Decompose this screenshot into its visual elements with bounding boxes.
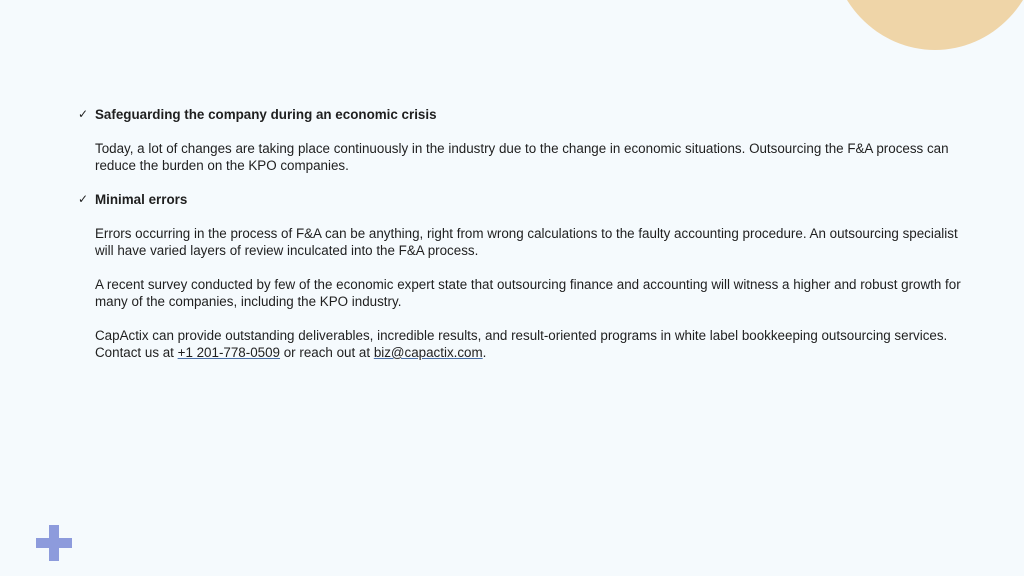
closing-text: CapActix can provide outstanding deliverables, incredible results, and result-oriented programs in white label bookkeeping outsourcing services. Contact us at [95,328,948,360]
bullet-heading [78,106,968,123]
heading-text: Safeguarding the company during an economic crisis [95,107,437,122]
decorative-blob [830,0,1024,50]
paragraph: Today, a lot of changes are taking place continuously in the industry due to the change in economic situations. Outsourcing the F&A process can reduce the burden on the KPO companies. [95,141,949,173]
paragraph: A recent survey conducted by few of the economic expert state that outsourcing finance and accounting will witness a higher and robust growth for many of the companies, including the KPO industry. [95,277,961,309]
slide-content [78,106,968,361]
closing-text-end: . [482,345,487,360]
plus-icon [36,525,72,561]
phone-link[interactable]: +1 201-778-0509 [177,345,281,360]
checkmark-icon: ✓ [78,192,89,206]
email-link[interactable]: biz@capactix.com [373,345,483,360]
closing-paragraph [78,327,968,361]
heading-text: Minimal errors [95,192,188,207]
paragraph: Errors occurring in the process of F&A can be anything, right from wrong calculations to the faulty accounting procedure. An outsourcing specialist will have varied layers of review inculcated into the F&A process. [95,226,958,258]
closing-text-middle: or reach out at [280,345,374,360]
bullet-heading [78,191,968,208]
checkmark-icon: ✓ [78,107,89,121]
